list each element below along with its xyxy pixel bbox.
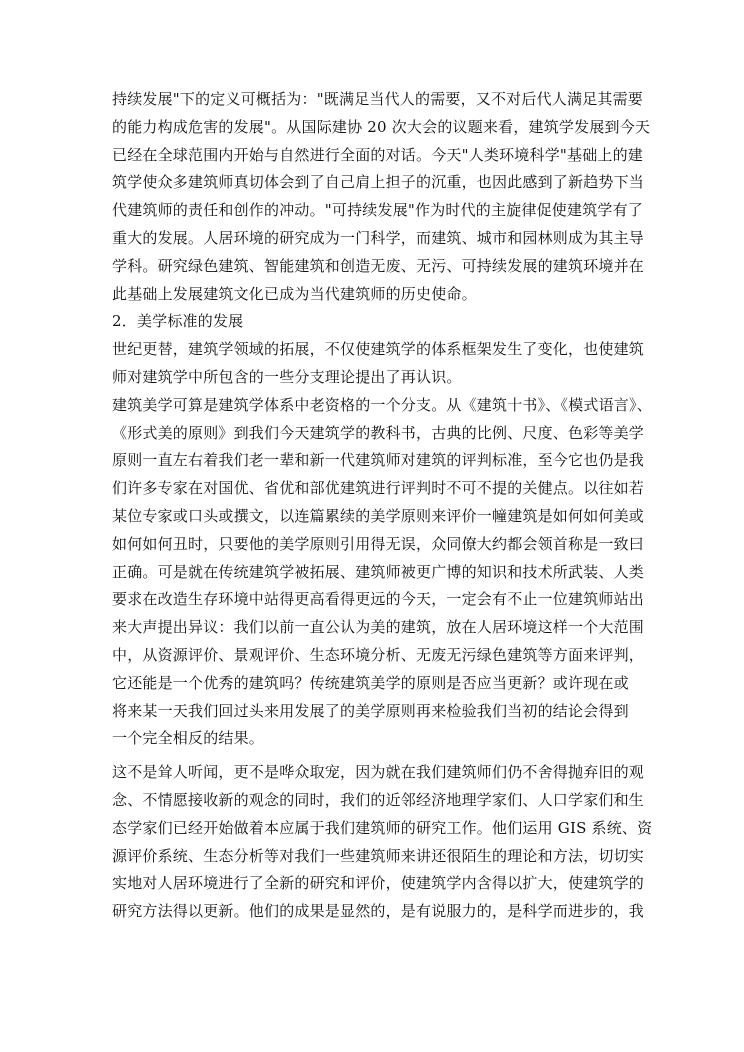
paragraph-sustainable-development (112, 86, 651, 308)
text-line: 此基础上发展建筑文化已成为当代建筑师的历史使命。 (112, 284, 477, 303)
text-line: 中，从资源评价、景观评价、生态环境分析、无废无污绿色建筑等方面来评判， (112, 645, 645, 664)
text-line: 将来某一天我们回过头来用发展了的美学原则再来检验我们当初的结论会得到 (112, 701, 629, 720)
text-line: 源评价系统、生态分析等对我们一些建筑师来讲还很陌生的理论和方法，切切实 (112, 846, 645, 865)
text-line: 要求在改造生存环境中站得更高看得更远的今天，一定会有不止一位建筑师站出 (112, 590, 645, 609)
text-line: 原则一直左右着我们老一辈和新一代建筑师对建筑的评判标准，至今它也仍是我 (112, 451, 645, 470)
text-line: 们许多专家在对国优、省优和部优建筑进行评判时不可不提的关健点。以往如若 (112, 479, 645, 498)
text-line: 的能力构成危害的发展"。从国际建协 20 次大会的议题来看，建筑学发展到今天 (112, 117, 651, 136)
section-heading-text: 2．美学标准的发展 (112, 312, 244, 331)
text-line: 这不是耸人听闻，更不是哗众取宠，因为就在我们建筑师们仍不舍得抛弃旧的观 (112, 763, 645, 782)
text-line: 已经在全球范围内开始与自然进行全面的对话。今天"人类环境科学"基础上的建 (112, 145, 644, 164)
text-line: 重大的发展。人居环境的研究成为一门科学，而建筑、城市和园林则成为其主导 (112, 228, 645, 247)
text-line: 持续发展"下的定义可概括为："既满足当代人的需要，又不对后代人满足其需要 (112, 90, 644, 108)
text-line: 来大声提出异议：我们以前一直公认为美的建筑，放在人居环境这样一个大范围 (112, 618, 645, 637)
paragraph-field-expansion (112, 336, 645, 392)
text-line: 筑学使众多建筑师真切体会到了自己肩上担子的沉重，也因此感到了新趋势下当 (112, 173, 645, 192)
text-line: 师对建筑学中所包含的一些分支理论提出了再认识。 (112, 367, 462, 386)
text-line: 它还能是一个优秀的建筑吗？传统建筑美学的原则是否应当更新？或许现在或 (112, 673, 629, 692)
document-body (112, 86, 653, 926)
text-line: 代建筑师的责任和创作的冲动。"可持续发展"作为时代的主旋律促使建筑学有了 (112, 201, 644, 220)
text-line: 研究方法得以更新。他们的成果是显然的，是有说服力的，是科学而进步的，我 (112, 902, 645, 921)
text-line: 实地对人居环境进行了全新的研究和评价，使建筑学内含得以扩大，使建筑学的 (112, 874, 645, 893)
text-line: 一个完全相反的结果。 (112, 729, 265, 748)
text-line: 某位专家或口头或撰文，以连篇累续的美学原则来评价一幢建筑是如何如何美或 (112, 506, 645, 525)
text-line: 态学家们已经开始做着本应属于我们建筑师的研究工作。他们运用 GIS 系统、资 (112, 818, 653, 837)
text-line: 念、不情愿接收新的观念的同时，我们的近邻经济地理学家们、人口学家们和生 (112, 790, 645, 809)
text-line: 如何如何丑时，只要他的美学原则引用得无误，众同僚大约都会领首称是一致曰 (112, 534, 645, 553)
text-line: 正确。可是就在传统建筑学被拓展、建筑师被更广博的知识和技术所武装、人类 (112, 562, 645, 581)
paragraph-architectural-aesthetics (112, 392, 652, 753)
paragraph-research-methods (112, 759, 653, 926)
text-line: 世纪更替，建筑学领域的拓展，不仅使建筑学的体系框架发生了变化，也使建筑 (112, 340, 645, 359)
text-line: 学科。研究绿色建筑、智能建筑和创造无废、无污、可持续发展的建筑环境并在 (112, 256, 645, 275)
text-line: 建筑美学可算是建筑学体系中老资格的一个分支。从《建筑十书》、《模式语言》、 (112, 395, 652, 414)
section-heading (112, 308, 640, 336)
text-line: 《形式美的原则》到我们今天建筑学的教科书，古典的比例、尺度、色彩等美学 (112, 423, 645, 442)
